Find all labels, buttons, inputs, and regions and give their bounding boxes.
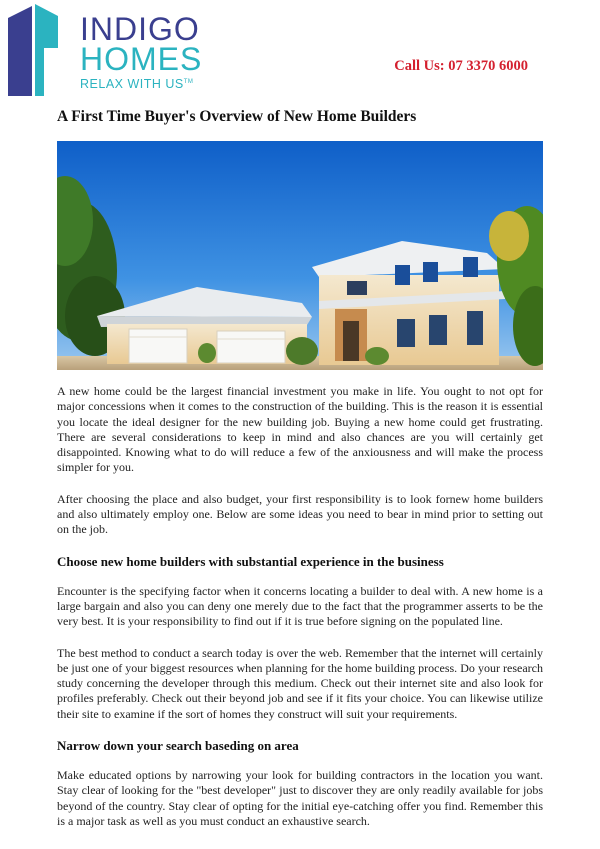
page-header: [0, 0, 600, 105]
logo-emblem-icon: [8, 4, 74, 96]
hero-house-image: [57, 141, 543, 370]
logo-line-indigo: INDIGO: [80, 11, 200, 47]
article: [57, 108, 543, 845]
call-us-phone[interactable]: Call Us: 07 3370 6000: [394, 58, 528, 74]
section1-paragraph-2: The best method to conduct a search today is over the web. Remember that the internet will certainly be just one of your biggest resources when planning for the home building process. Do your research study concerning the developer through this medium. Check out their internet site and also look for profiles preferably. Check out their beyond job and see if it fits your choice. You can likewise utilize their site to examine if the sort of homes they construct will suit your requirements.: [57, 645, 543, 721]
logo-tagline-text: RELAX WITH US: [80, 77, 184, 92]
indigo-homes-logo[interactable]: [8, 4, 218, 96]
section2-paragraph-1: Make educated options by narrowing your look for building contractors in the location you want. Stay clear of looking for the "best developer" just to discover they are only readily available for jobs beyond of the country. Stay clear of opting for the initial eye-catching offer you find. Remember this is a major task as well as you must conduct an exhaustive search.: [57, 768, 543, 828]
intro-paragraph-1: A new home could be the largest financial investment you make in life. You ought to not opt for major concessions when it comes to the construction of the building. This is the reason it is essential you locate the ideal designer for the new building job. Buying a new home could get frustrating. There are several considerations to keep in mind and also chances are you will certainly get disappointed. Knowing what to do will reduce a few of the anxiousness and will make the process simpler for you.: [57, 384, 543, 475]
intro-paragraph-2: After choosing the place and also budget, your first responsibility is to look fornew home builders and also ultimately employ one. Below are some ideas you need to bear in mind prior to setting out on the job.: [57, 491, 543, 537]
logo-tagline: [80, 75, 202, 91]
logo-line-homes: HOMES: [80, 41, 203, 77]
article-title: A First Time Buyer's Overview of New Home Builders: [57, 108, 417, 125]
section-heading-area: Narrow down your search baseding on area: [57, 738, 299, 754]
section-heading-experience: Choose new home builders with substantial experience in the business: [57, 553, 444, 569]
section1-paragraph-1: Encounter is the specifying factor when it concerns locating a builder to deal with. A new home is a large bargain and also you can deny one merely due to the fact that the programmer asserts to be the very best. It is your responsibility to find out if it is true before signing on the populated line.: [57, 583, 543, 629]
trademark-mark: TM: [183, 79, 194, 85]
logo-wordmark: [80, 11, 203, 92]
